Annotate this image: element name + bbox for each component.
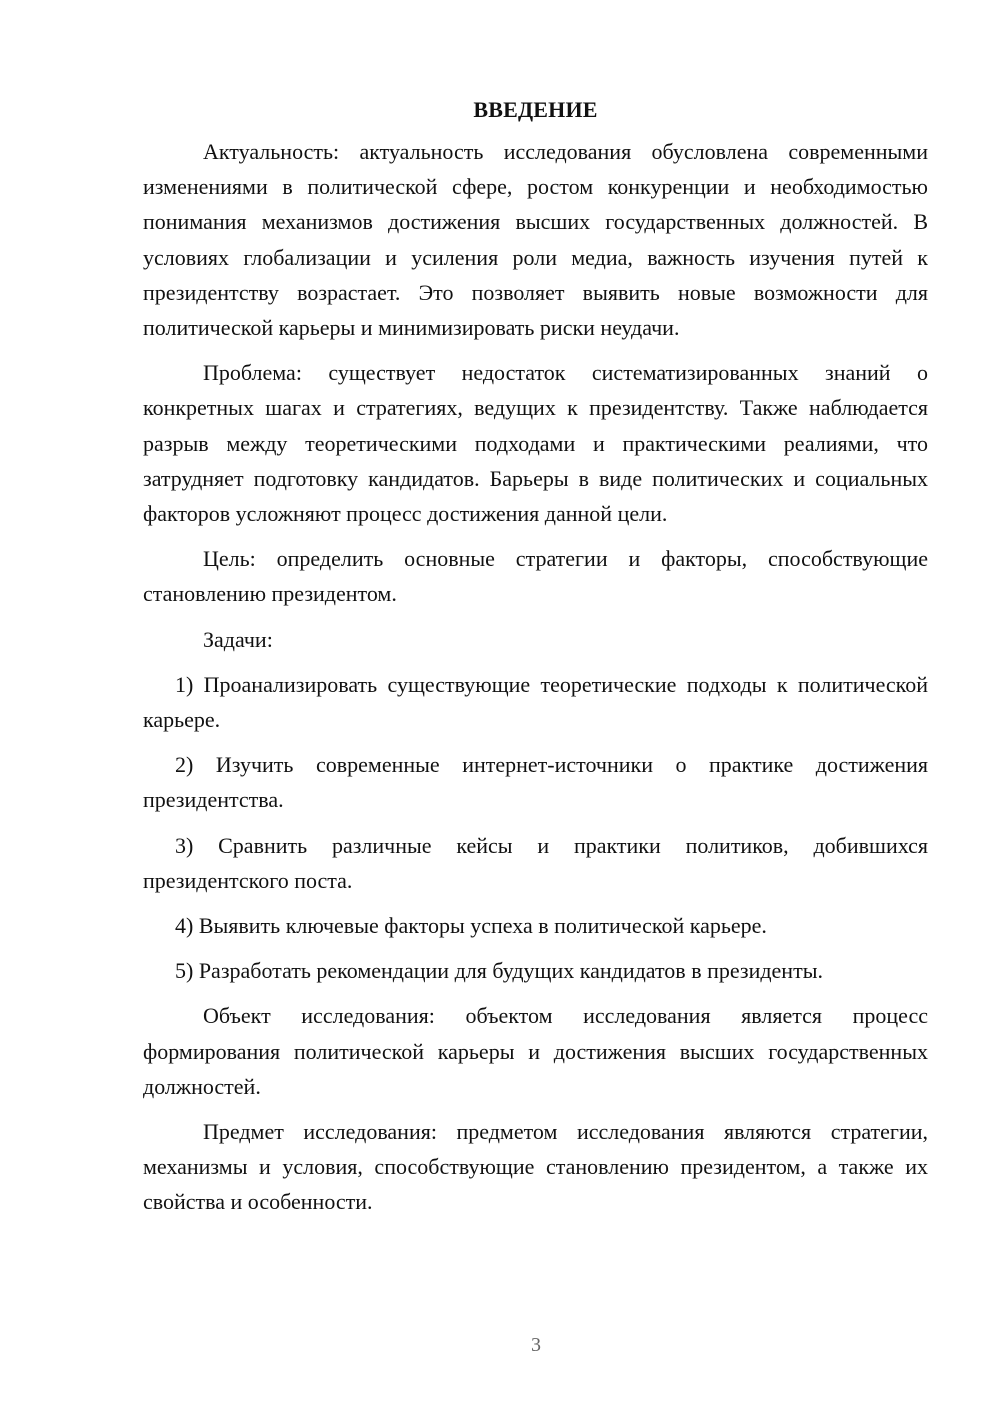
page-title: ВВЕДЕНИЕ: [473, 97, 598, 122]
task-item-4: 4) Выявить ключевые факторы успеха в политической карьере.: [175, 913, 767, 939]
task-item-1: 1) Проанализировать существующие теоретические подходы к политической карьере.: [143, 671, 928, 733]
page-number: 3: [531, 1334, 541, 1356]
document-page: [143, 92, 928, 1230]
tasks-heading: Задачи:: [203, 626, 273, 652]
subject-paragraph: Предмет исследования: предметом исследования являются стратегии, механизмы и условия, способствующие становлению президентом, а также их свойства и особенности.: [143, 1119, 928, 1215]
task-item-2: 2) Изучить современные интернет-источники о практике достижения президентства.: [143, 752, 928, 813]
goal-paragraph: Цель: определить основные стратегии и факторы, способствующие становлению президентом.: [143, 546, 928, 607]
task-item-5: 5) Разработать рекомендации для будущих кандидатов в президенты.: [175, 958, 823, 984]
problem-paragraph: Проблема: существует недостаток систематизированных знаний о конкретных шагах и стратегиях, ведущих к президентству. Также наблюдается разрыв между теоретическими подходами и практическими реалиями, что затрудняет подготовку кандидатов. Барьеры в виде политических и социальных факторов усложняют процесс достижения данной цели.: [143, 360, 928, 527]
task-item-3: 3) Сравнить различные кейсы и практики политиков, добившихся президентского поста.: [143, 832, 928, 893]
relevance-paragraph: Актуальность: актуальность исследования обусловлена современными изменениями в политической сфере, ростом конкуренции и необходимостью понимания механизмов достижения высших государственных должностей. В условиях глобализации и усиления роли медиа, важность изучения путей к президентству возрастает. Это позволяет выявить новые возможности для политической карьеры и минимизировать риски неудачи.: [143, 139, 928, 341]
object-paragraph: Объект исследования: объектом исследования является процесс формирования политической карьеры и достижения высших государственных должностей.: [143, 1003, 928, 1099]
